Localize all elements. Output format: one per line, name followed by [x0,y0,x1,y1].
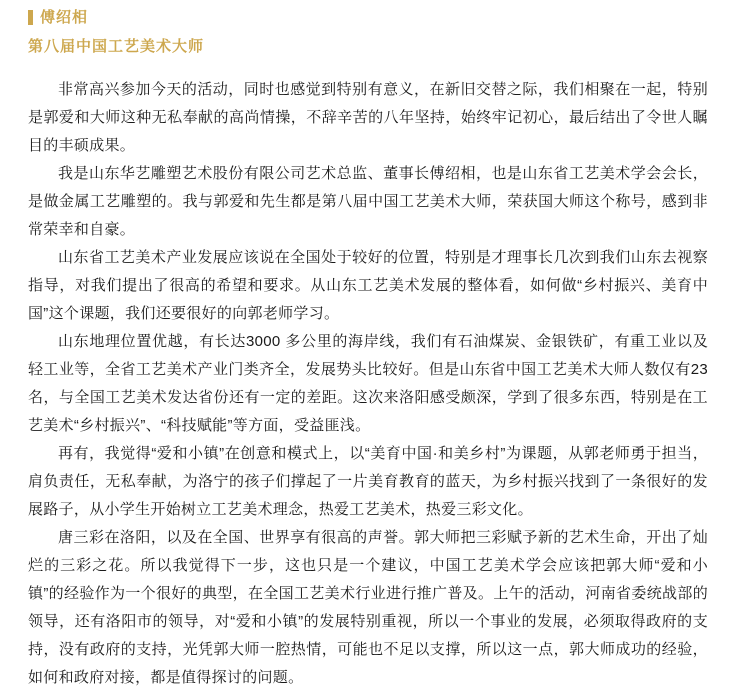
title-row [28,10,708,25]
paragraph: 唐三彩在洛阳，以及在全国、世界享有很高的声誉。郭大师把三彩赋予新的艺术生命，开出了灿烂的三彩之花。所以我觉得下一步，这也只是一个建议，中国工艺美术学会应该把郭大师“爱和小镇”的经验作为一个很好的典型，在全国工艺美术行业进行推广普及。上午的活动，河南省委统战部的领导，还有洛阳市的领导，对“爱和小镇”的发展特别重视，所以一个事业的发展，必须取得政府的支持，没有政府的支持，光凭郭大师一腔热情，可能也不足以支撑，所以这一点，郭大师成功的经验，如何和政府对接，都是值得探讨的问题。 [28,529,708,686]
page-title: 傅绍相 [40,9,89,26]
article-body [28,76,708,692]
paragraph: 我是山东华艺雕塑艺术股份有限公司艺术总监、董事长傅绍相，也是山东省工艺美术学会会长，是做金属工艺雕塑的。我与郭爱和先生都是第八届中国工艺美术大师，荣获国大师这个称号，感到非常荣幸和自豪。 [28,165,708,238]
paragraph: 再有，我觉得“爱和小镇”在创意和模式上，以“美育中国·和美乡村”为课题，从郭老师勇于担当，肩负责任，无私奉献，为洛宁的孩子们撑起了一片美育教育的蓝天，为乡村振兴找到了一条很好的发展路子，从小学生开始树立工艺美术理念，热爱工艺美术，热爱三彩文化。 [28,445,708,518]
article-header [0,0,736,56]
page-subtitle: 第八届中国工艺美术大师 [28,38,205,55]
paragraph: 非常高兴参加今天的活动，同时也感觉到特别有意义，在新旧交替之际，我们相聚在一起，特别是郭爱和大师这种无私奉献的高尚情操，不辞辛苦的八年坚持，始终牢记初心，最后结出了令世人瞩目的丰硕成果。 [28,81,708,154]
title-accent-bar [28,10,33,25]
paragraph: 山东省工艺美术产业发展应该说在全国处于较好的位置，特别是才理事长几次到我们山东去视察指导，对我们提出了很高的希望和要求。从山东工艺美术发展的整体看，如何做“乡村振兴、美育中国”这个课题，我们还要很好的向郭老师学习。 [28,249,708,322]
paragraph: 山东地理位置优越，有长达3000 多公里的海岸线，我们有石油煤炭、金银铁矿，有重工业以及轻工业等，全省工艺美术产业门类齐全，发展势头比较好。但是山东省中国工艺美术大师人数仅有23 名，与全国工艺美术发达省份还有一定的差距。这次来洛阳感受颇深，学到了很多东西，特别是在工艺美术“乡村振兴”、“科技赋能”等方面，受益匪浅。 [28,333,708,434]
